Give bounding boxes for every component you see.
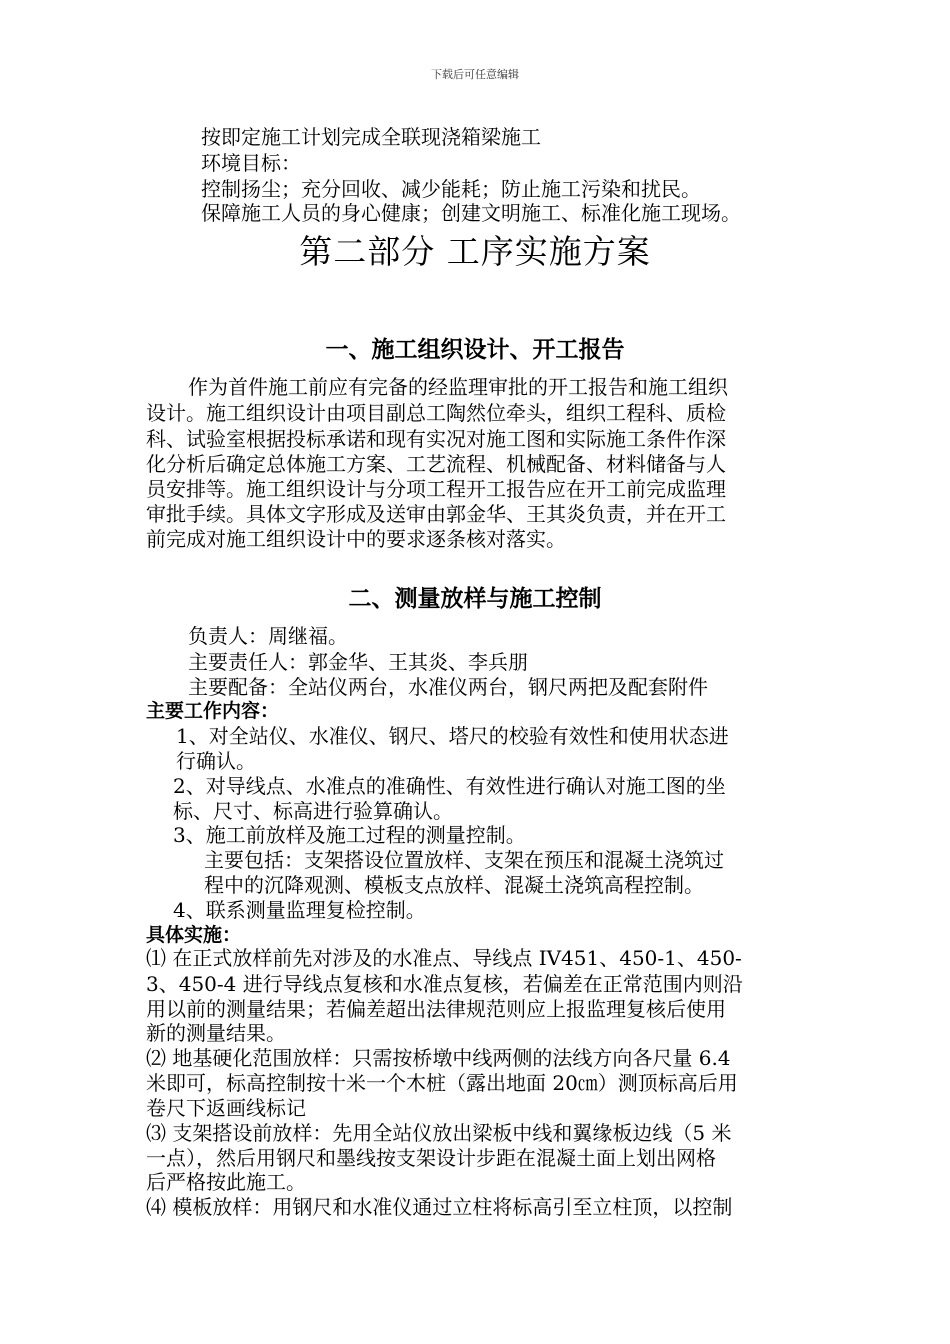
impl-line: 后严格按此施工。: [146, 1170, 306, 1194]
impl-heading: 具体实施：: [146, 924, 242, 946]
responsible-person: 负责人：周继福。: [188, 624, 348, 648]
section1-line: 员安排等。施工组织设计与分项工程开工报告应在开工前完成监理: [146, 477, 726, 501]
work-line: 程中的沉降观测、模板支点放样、混凝土浇筑高程控制。: [204, 873, 704, 897]
intro-line: 按即定施工计划完成全联现浇箱梁施工: [201, 125, 541, 149]
section1-line: 审批手续。具体文字形成及送审由郭金华、王其炎负责，并在开工: [146, 502, 726, 526]
main-responsible: 主要责任人：郭金华、王其炎、李兵朋: [188, 650, 528, 674]
work-line: 3、施工前放样及施工过程的测量控制。: [173, 823, 526, 847]
page-header: 下载后可任意编辑: [431, 68, 519, 81]
main-equipment: 主要配备：全站仪两台，水准仪两台，钢尺两把及配套附件: [188, 675, 708, 699]
work-line: 2、对导线点、水准点的准确性、有效性进行确认对施工图的坐: [173, 774, 726, 798]
section1-line: 前完成对施工组织设计中的要求逐条核对落实。: [146, 527, 566, 551]
section1-line: 设计。施工组织设计由项目副总工陶然位牵头，组织工程科、质检: [146, 401, 726, 425]
section1-line: 化分析后确定总体施工方案、工艺流程、机械配备、材料储备与人: [146, 452, 726, 476]
section1-line: 作为首件施工前应有完备的经监理审批的开工报告和施工组织: [188, 375, 728, 399]
section1-title: 一、施工组织设计、开工报告: [325, 337, 625, 363]
impl-line: 卷尺下返画线标记: [146, 1096, 306, 1120]
section1-line: 科、试验室根据投标承诺和现有实况对施工图和实际施工条件作深: [146, 427, 726, 451]
impl-line: 一点），然后用钢尺和墨线按支架设计步距在混凝土面上划出网格: [146, 1146, 716, 1170]
intro-line: 环境目标：: [201, 151, 301, 175]
impl-line: ⑵ 地基硬化范围放样：只需按桥墩中线两侧的法线方向各尺量 6.4: [146, 1046, 731, 1070]
impl-line: 米即可，标高控制按十米一个木桩（露出地面 20㎝）测顶标高后用: [146, 1071, 738, 1095]
intro-line: 保障施工人员的身心健康；创建文明施工、标准化施工现场。: [201, 201, 741, 225]
impl-line: 3、450-4 进行导线点复核和水准点复核，若偏差在正常范围内则沿: [146, 972, 743, 996]
impl-line: ⑷ 模板放样：用钢尺和水准仪通过立柱将标高引至立柱顶，以控制: [146, 1195, 733, 1219]
work-line: 行确认。: [176, 749, 256, 773]
work-heading: 主要工作内容：: [146, 700, 280, 722]
work-line: 4、联系测量监理复检控制。: [173, 898, 426, 922]
part-title: 第二部分 工序实施方案: [299, 232, 651, 271]
section2-title: 二、测量放样与施工控制: [348, 586, 602, 612]
intro-line: 控制扬尘；充分回收、减少能耗；防止施工污染和扰民。: [201, 177, 701, 201]
work-line: 1、对全站仪、水准仪、钢尺、塔尺的校验有效性和使用状态进: [176, 724, 729, 748]
impl-line: ⑴ 在正式放样前先对涉及的水准点、导线点 IV451、450-1、450-: [146, 946, 742, 970]
impl-line: 用以前的测量结果；若偏差超出法律规范则应上报监理复核后使用: [146, 997, 726, 1021]
work-line: 标、尺寸、标高进行验算确认。: [173, 799, 453, 823]
impl-line: 新的测量结果。: [146, 1021, 286, 1045]
impl-line: ⑶ 支架搭设前放样：先用全站仪放出梁板中线和翼缘板边线（5 米: [146, 1121, 732, 1145]
work-line: 主要包括：支架搭设位置放样、支架在预压和混凝土浇筑过: [204, 848, 724, 872]
